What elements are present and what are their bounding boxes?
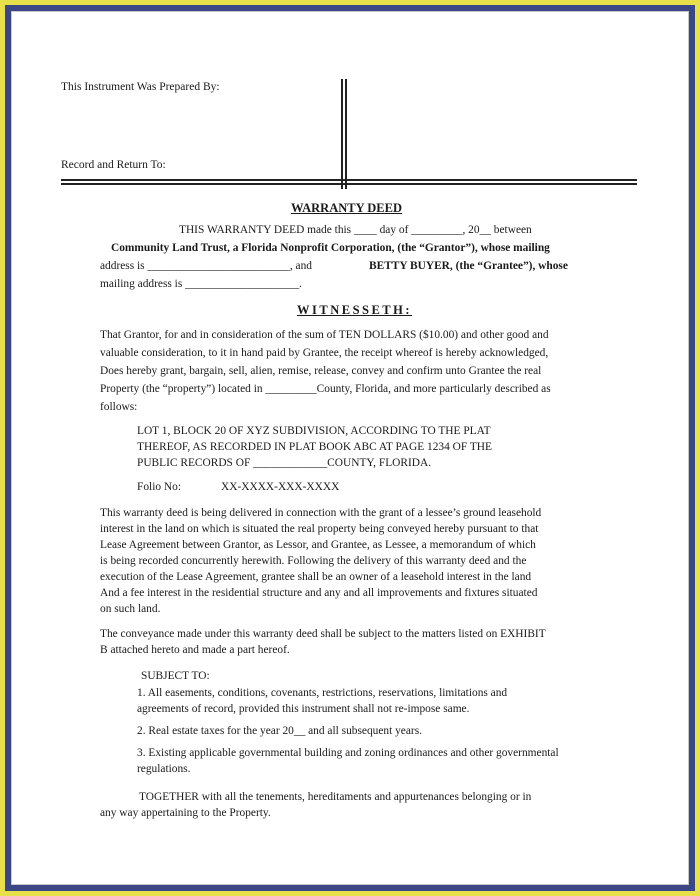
record-return-label: Record and Return To: — [61, 159, 166, 171]
para3-line: The conveyance made under this warranty deed shall be subject to the matters listed on EXHIBIT — [100, 628, 546, 640]
legal-description-line: LOT 1, BLOCK 20 OF XYZ SUBDIVISION, ACCORDING TO THE PLAT — [137, 425, 491, 437]
para2-line: execution of the Lease Agreement, grantee shall be an owner of a leasehold interest in the land — [100, 571, 532, 583]
legal-description-line: PUBLIC RECORDS OF _____________COUNTY, FLORIDA. — [137, 457, 432, 469]
para1-line: follows: — [100, 401, 138, 413]
para2-line: interest in the land on which is situated the real property being conveyed hereby pursuant to that — [100, 523, 539, 535]
header-vertical-rule-2 — [345, 79, 347, 189]
together-line: any way appertaining to the Property. — [100, 807, 271, 819]
para2-line: This warranty deed is being delivered in connection with the grant of a lessee’s ground leasehold — [100, 507, 542, 519]
para1-line: Does hereby grant, bargain, sell, alien, remise, release, convey and confirm unto Grantee the real — [100, 365, 542, 377]
intro-line-2: Community Land Trust, a Florida Nonprofit Corporation, (the “Grantor”), whose mailing — [111, 242, 550, 254]
intro-line-1: THIS WARRANTY DEED made this ____ day of _________, 20__ between — [179, 224, 532, 236]
header-vertical-rule — [341, 79, 343, 189]
intro-line-4: mailing address is ____________________. — [100, 278, 302, 290]
subject-to-heading: SUBJECT TO: — [141, 670, 210, 682]
para2-line: Lease Agreement between Grantor, as Lessor, and Grantee, as Lessee, a memorandum of which — [100, 539, 536, 551]
para2-line: And a fee interest in the residential structure and any and all improvements and fixtures situated — [100, 587, 538, 599]
header-rule-top — [61, 179, 637, 181]
prepared-by-label: This Instrument Was Prepared By: — [61, 81, 220, 93]
para1-line: valuable consideration, to it in hand paid by Grantee, the receipt whereof is hereby acknowledged, — [100, 347, 549, 359]
intro-line-3b: BETTY BUYER, (the “Grantee”), whose — [369, 260, 568, 272]
para1-line: Property (the “property”) located in _________County, Florida, and more particularly described as — [100, 383, 551, 395]
subject-item-3-line: 3. Existing applicable governmental building and zoning ordinances and other governmental — [137, 747, 559, 759]
subject-item-3-line: regulations. — [137, 763, 191, 775]
folio-label: Folio No: — [137, 481, 181, 493]
intro-line-3a: address is _________________________, and — [100, 260, 312, 272]
para1-line: That Grantor, for and in consideration of the sum of TEN DOLLARS ($10.00) and other good and — [100, 329, 549, 341]
subject-item-1-line: 1. All easements, conditions, covenants, restrictions, reservations, limitations and — [137, 687, 508, 699]
document-title: WARRANTY DEED — [291, 201, 403, 215]
subject-item-2: 2. Real estate taxes for the year 20__ and all subsequent years. — [137, 725, 422, 737]
para2-line: is being recorded concurrently herewith. Following the delivery of this warranty deed and the — [100, 555, 527, 567]
legal-description-line: THEREOF, AS RECORDED IN PLAT BOOK ABC AT PAGE 1234 OF THE — [137, 441, 492, 453]
subject-item-1-line: agreements of record, provided this instrument shall not re-impose same. — [137, 703, 470, 715]
para3-line: B attached hereto and made a part hereof. — [100, 644, 290, 656]
document-page — [11, 11, 689, 885]
para2-line: on such land. — [100, 603, 161, 615]
witnesseth-heading: WITNESSETH: — [297, 303, 413, 317]
folio-value: XX-XXXX-XXX-XXXX — [221, 481, 340, 493]
together-line: TOGETHER with all the tenements, hereditaments and appurtenances belonging or in — [139, 791, 532, 803]
header-rule-bottom — [61, 183, 637, 185]
